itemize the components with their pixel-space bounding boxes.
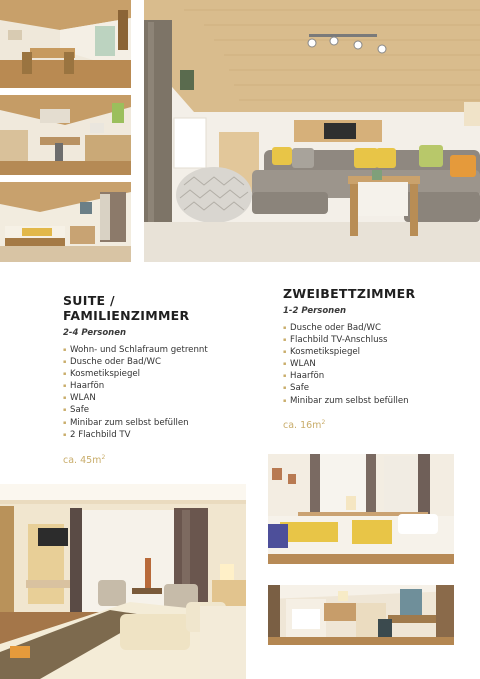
suite-title-line2: FAMILIENZIMMER (63, 308, 190, 323)
photo-suite-bedroom (0, 182, 131, 262)
list-item: ▪ Haarfön (283, 370, 409, 382)
zweibett-feature-list (283, 322, 409, 407)
zweibett-persons: 1-2 Personen (283, 306, 347, 316)
list-item: ▪ 2 Flachbild TV (63, 429, 208, 441)
photo-dining-area (0, 0, 131, 88)
list-item: ▪ Minibar zum selbst befüllen (63, 417, 208, 429)
list-item: ▪ WLAN (63, 392, 208, 404)
list-item: ▪ Dusche oder Bad/WC (63, 356, 208, 368)
photo-suite-living-room (144, 0, 480, 262)
list-item: ▪ Kosmetikspiegel (283, 346, 409, 358)
photo-kitchenette (0, 95, 131, 175)
photo-twin-room-desk (268, 585, 454, 645)
list-item: ▪ Safe (63, 404, 208, 416)
list-item: ▪ Minibar zum selbst befüllen (283, 395, 409, 407)
list-item: ▪ Haarfön (63, 380, 208, 392)
suite-size-value: ca. 45m (63, 455, 102, 467)
suite-persons: 2-4 Personen (63, 328, 127, 338)
list-item: ▪ Kosmetikspiegel (63, 368, 208, 380)
suite-size (63, 454, 105, 466)
suite-size-unit: 2 (101, 454, 106, 461)
suite-feature-list (63, 344, 208, 441)
zweibett-size (283, 419, 325, 431)
list-item: ▪ WLAN (283, 358, 409, 370)
zweibett-size-unit: 2 (321, 419, 326, 426)
list-item: ▪ Wohn- und Schlafraum getrennt (63, 344, 208, 356)
zweibett-size-value: ca. 16m (283, 420, 322, 432)
list-item: ▪ Flachbild TV-Anschluss (283, 334, 409, 346)
list-item: ▪ Safe (283, 382, 409, 394)
zweibett-title: ZWEIBETTZIMMER (283, 286, 416, 301)
suite-title-line1: SUITE / (63, 293, 115, 308)
photo-twin-room-beds (268, 454, 454, 564)
list-item: ▪ Dusche oder Bad/WC (283, 322, 409, 334)
photo-suite-bedroom-large (0, 484, 246, 679)
suite-title (63, 293, 189, 323)
